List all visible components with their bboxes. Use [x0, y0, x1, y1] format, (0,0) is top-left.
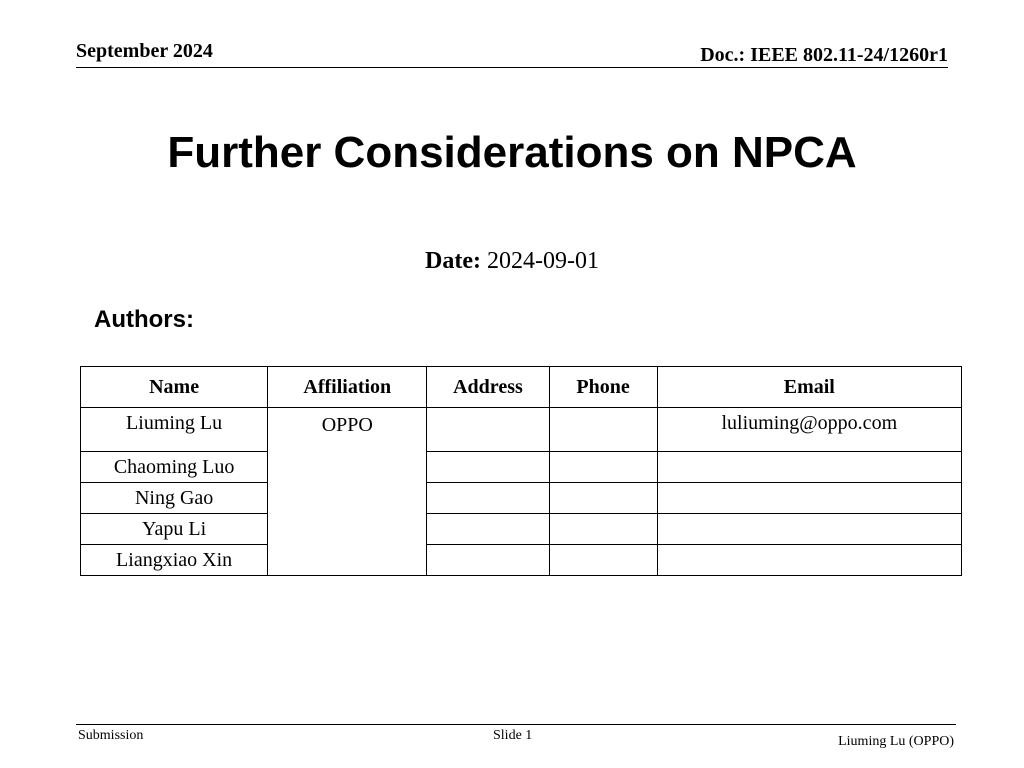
- author-phone: [549, 545, 657, 576]
- col-header-affiliation: Affiliation: [268, 367, 427, 408]
- author-address: [427, 514, 549, 545]
- author-address: [427, 483, 549, 514]
- author-email: luliuming@oppo.com: [657, 408, 961, 452]
- footer-submission: Submission: [78, 728, 144, 743]
- footer-author: Liuming Lu (OPPO): [838, 734, 954, 749]
- header-doc-id: Doc.: IEEE 802.11-24/1260r1: [700, 44, 948, 66]
- table-header-row: [81, 367, 962, 408]
- table-row: [81, 545, 962, 576]
- header-rule: [76, 67, 948, 68]
- footer-slide-number: Slide 1: [493, 728, 533, 743]
- author-name: Liangxiao Xin: [81, 545, 268, 576]
- author-name: Ning Gao: [81, 483, 268, 514]
- date-value: 2024-09-01: [486, 248, 599, 274]
- author-phone: [549, 514, 657, 545]
- authors-table: [80, 366, 962, 576]
- table-row: [81, 452, 962, 483]
- slide-title: Further Considerations on NPCA: [167, 128, 857, 177]
- col-header-phone: Phone: [549, 367, 657, 408]
- table-row: [81, 408, 962, 452]
- footer-rule: [76, 724, 956, 725]
- author-address: [427, 545, 549, 576]
- author-email: [657, 483, 961, 514]
- header-date: September 2024: [76, 40, 213, 62]
- col-header-address: Address: [427, 367, 549, 408]
- author-name: Yapu Li: [81, 514, 268, 545]
- author-phone: [549, 483, 657, 514]
- author-affiliation: OPPO: [268, 408, 427, 576]
- table-row: [81, 483, 962, 514]
- author-name: Chaoming Luo: [81, 452, 268, 483]
- author-name: Liuming Lu: [81, 408, 268, 452]
- author-email: [657, 545, 961, 576]
- col-header-email: Email: [657, 367, 961, 408]
- table-row: [81, 514, 962, 545]
- author-email: [657, 452, 961, 483]
- author-phone: [549, 408, 657, 452]
- col-header-name: Name: [81, 367, 268, 408]
- author-address: [427, 408, 549, 452]
- authors-heading: Authors:: [94, 306, 194, 333]
- date-label: Date:: [425, 248, 481, 274]
- author-address: [427, 452, 549, 483]
- slide-date: [0, 248, 1024, 275]
- author-phone: [549, 452, 657, 483]
- author-email: [657, 514, 961, 545]
